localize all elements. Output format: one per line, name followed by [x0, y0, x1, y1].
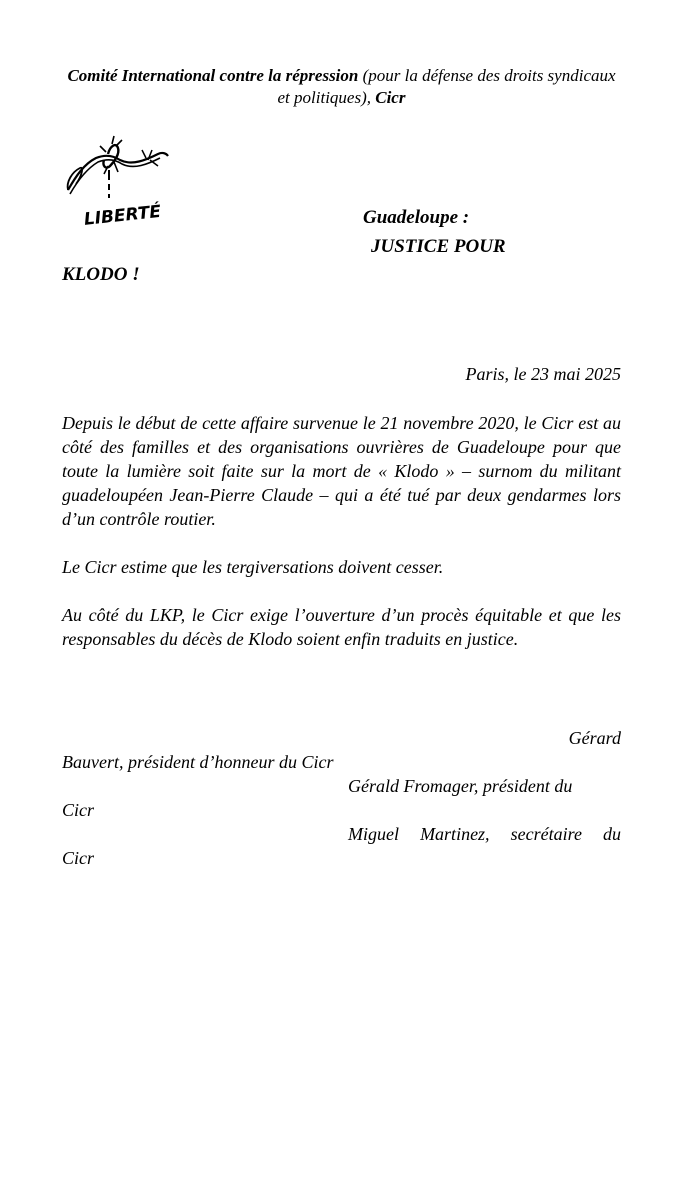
body-paragraph-1: Depuis le début de cette affaire survenue le 21 novembre 2020, le Cicr est au côté des familles et des organisations ouvrières de Guadeloupe pour que toute la lumière soit faite sur la mort de « Klodo » – surnom du militant guadeloupéen Jean-Pierre Claude – qui a été tué par deux gendarmes lors d’un contrôle routier.	[62, 413, 621, 529]
title-line-3: KLODO !	[62, 264, 140, 285]
signature-3-rest: Cicr	[62, 848, 95, 868]
title-line-2: JUSTICE POUR	[371, 236, 506, 257]
signature-2-rest: Cicr	[62, 800, 95, 820]
signature-3-first	[348, 822, 621, 846]
org-name: Comité International contre la répression	[67, 66, 359, 85]
signature-2-first: Gérald Fromager, président du	[348, 776, 573, 796]
date-line: Paris, le 23 mai 2025	[465, 364, 621, 384]
signature-3-word: du	[603, 824, 621, 844]
logo-text: LIBERTÉ	[83, 201, 162, 230]
signature-3-word: Martinez,	[420, 824, 490, 844]
body-paragraph-2: Le Cicr estime que les tergiversations doivent cesser.	[62, 557, 444, 577]
barbed-wire-liberte-icon	[62, 132, 174, 232]
signature-3-word: Miguel	[348, 824, 399, 844]
org-acronym: Cicr	[375, 88, 406, 107]
signature-3-word: secrétaire	[510, 824, 582, 844]
signature-1-first: Gérard	[568, 728, 621, 748]
signature-1-rest: Bauvert, président d’honneur du Cicr	[62, 752, 334, 772]
header	[60, 65, 623, 109]
org-subtitle: (pour la défense des droits syndicaux et politiques),	[277, 66, 616, 107]
body-paragraph-3: Au côté du LKP, le Cicr exige l’ouverture d’un procès équitable et que les responsables du décès de Klodo soient enfin traduits en justice.	[62, 605, 621, 649]
title-line-1: Guadeloupe :	[363, 207, 470, 228]
